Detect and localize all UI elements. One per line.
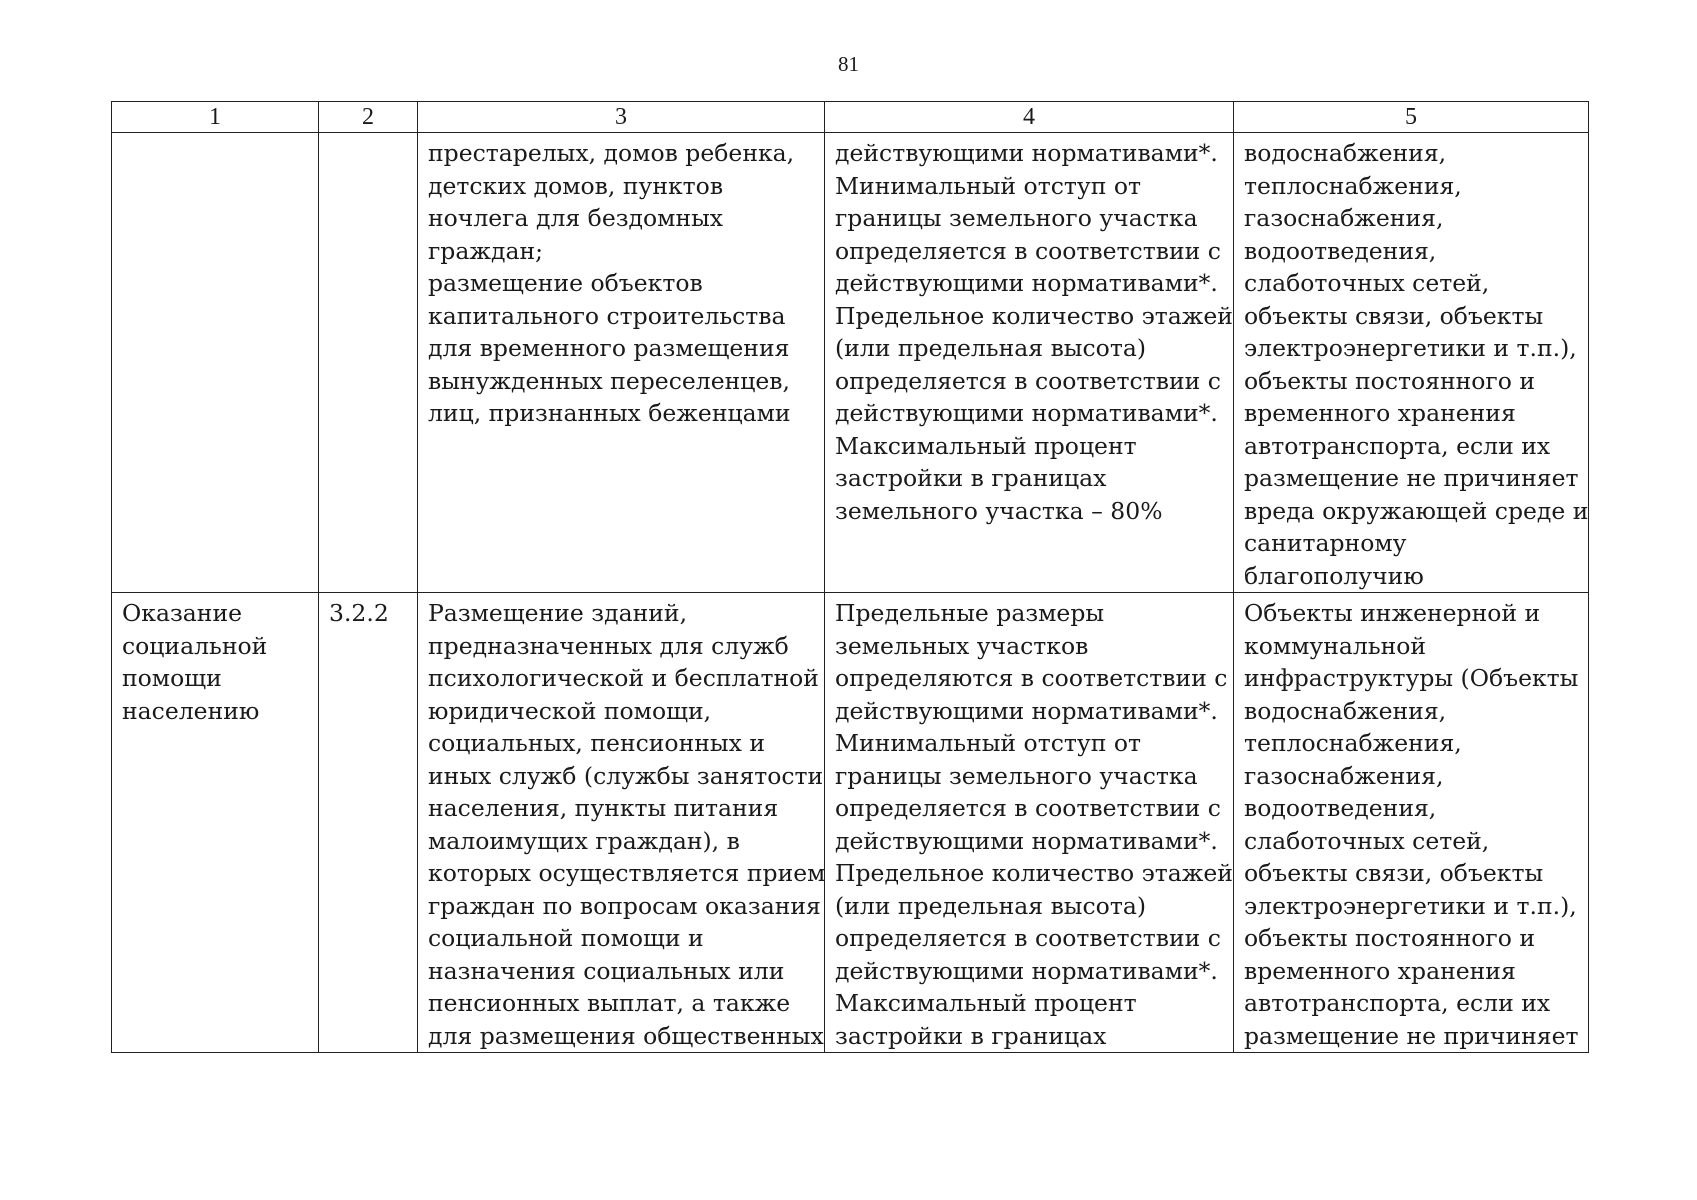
text-line: объекты связи, объекты bbox=[1244, 859, 1544, 887]
text-line: Объекты инженерной и bbox=[1244, 599, 1541, 627]
text-line: иных служб (службы занятости bbox=[428, 761, 824, 790]
text-line: водоснабжения, bbox=[1244, 139, 1447, 167]
header-row bbox=[112, 102, 1589, 133]
text-line: земельного участка – 80% bbox=[835, 496, 1163, 525]
cell-name bbox=[112, 133, 319, 593]
text-line: назначения социальных или bbox=[428, 956, 785, 985]
text-line: застройки в границах bbox=[835, 464, 1107, 492]
text-line: ночлега для бездомных bbox=[428, 204, 724, 232]
text-line: граждан по вопросам оказания bbox=[428, 891, 821, 920]
text-line: размещение объектов bbox=[428, 269, 703, 297]
text-line: действующими нормативами*. bbox=[835, 269, 1218, 297]
text-line: газоснабжения, bbox=[1244, 204, 1444, 232]
text-line: автотранспорта, если их bbox=[1244, 989, 1551, 1017]
text-line: водоотведения, bbox=[1244, 794, 1437, 822]
text-line: водоснабжения, bbox=[1244, 696, 1447, 725]
cell-auxiliary bbox=[1234, 133, 1589, 593]
cell-description bbox=[418, 133, 825, 593]
text-line: электроэнергетики и т.п.), bbox=[1244, 334, 1577, 362]
text-line: определяется в соответствии с bbox=[835, 794, 1221, 822]
text-line: определяется в соответствии с bbox=[835, 236, 1221, 265]
table-row bbox=[112, 593, 1589, 1053]
text-line: для размещения общественных bbox=[428, 1021, 824, 1050]
text-line: Оказание bbox=[122, 599, 243, 627]
text-line: юридической помощи, bbox=[428, 696, 712, 725]
header-col-2: 2 bbox=[319, 102, 418, 133]
header-col-5: 5 bbox=[1234, 102, 1589, 133]
text-line: Предельное количество этажей bbox=[835, 301, 1233, 330]
text-line: граждан; bbox=[428, 236, 544, 265]
text-line: вреда окружающей среде и bbox=[1244, 496, 1589, 525]
header-col-1: 1 bbox=[112, 102, 319, 133]
text-line: для временного размещения bbox=[428, 334, 790, 362]
text-line: населения, пункты питания bbox=[428, 794, 779, 822]
text-line: временного хранения bbox=[1244, 956, 1516, 985]
text-line: определяются в соответствии с bbox=[835, 664, 1228, 692]
text-line: размещение не причиняет bbox=[1244, 464, 1579, 492]
text-line: населению bbox=[122, 696, 260, 725]
text-line: электроэнергетики и т.п.), bbox=[1244, 891, 1577, 920]
text-line: детских домов, пунктов bbox=[428, 171, 724, 200]
text-line: определяется в соответствии с bbox=[835, 366, 1221, 395]
text-line: Предельные размеры bbox=[835, 599, 1105, 627]
text-line: застройки в границах bbox=[835, 1021, 1107, 1050]
header-col-3: 3 bbox=[418, 102, 825, 133]
text-line: слаботочных сетей, bbox=[1244, 826, 1490, 855]
text-line: психологической и бесплатной bbox=[428, 664, 819, 692]
cell-parameters bbox=[825, 593, 1234, 1053]
text-line: Максимальный процент bbox=[835, 989, 1137, 1017]
text-line: санитарному bbox=[1244, 529, 1407, 557]
text-line: которых осуществляется прием bbox=[428, 859, 826, 887]
text-line: инфраструктуры (Объекты bbox=[1244, 664, 1579, 692]
text-line: действующими нормативами*. bbox=[835, 826, 1218, 855]
text-line: размещение не причиняет bbox=[1244, 1021, 1579, 1050]
text-line: временного хранения bbox=[1244, 399, 1516, 427]
text-line: земельных участков bbox=[835, 631, 1089, 660]
text-line: слаботочных сетей, bbox=[1244, 269, 1490, 297]
cell-code bbox=[319, 133, 418, 593]
text-line: границы земельного участка bbox=[835, 761, 1198, 790]
cell-description bbox=[418, 593, 825, 1053]
text-line: границы земельного участка bbox=[835, 204, 1198, 232]
table-row bbox=[112, 133, 1589, 593]
text-line: Минимальный отступ от bbox=[835, 729, 1141, 757]
text-line: предназначенных для служб bbox=[428, 631, 789, 660]
text-line: коммунальной bbox=[1244, 631, 1427, 660]
text-line: действующими нормативами*. bbox=[835, 399, 1218, 427]
header-col-4: 4 bbox=[825, 102, 1234, 133]
text-line: газоснабжения, bbox=[1244, 761, 1444, 790]
text-line: определяется в соответствии с bbox=[835, 924, 1221, 952]
text-line: пенсионных выплат, а также bbox=[428, 989, 791, 1017]
cell-name bbox=[112, 593, 319, 1053]
cell-code: 3.2.2 bbox=[319, 593, 418, 1053]
text-line: объекты связи, объекты bbox=[1244, 301, 1544, 330]
page-number: 81 bbox=[838, 52, 859, 76]
text-line: малоимущих граждан), в bbox=[428, 826, 740, 855]
text-line: престарелых, домов ребенка, bbox=[428, 139, 795, 167]
regulations-table bbox=[111, 101, 1589, 1053]
text-line: действующими нормативами*. bbox=[835, 139, 1218, 167]
text-line: теплоснабжения, bbox=[1244, 729, 1462, 757]
text-line: объекты постоянного и bbox=[1244, 924, 1536, 952]
text-line: вынужденных переселенцев, bbox=[428, 366, 790, 395]
text-line: социальных, пенсионных и bbox=[428, 729, 765, 757]
text-line: Максимальный процент bbox=[835, 431, 1137, 460]
text-line: социальной bbox=[122, 631, 268, 660]
text-line: (или предельная высота) bbox=[835, 334, 1146, 362]
text-line: Минимальный отступ от bbox=[835, 171, 1141, 200]
text-line: теплоснабжения, bbox=[1244, 171, 1462, 200]
text-line: водоотведения, bbox=[1244, 236, 1437, 265]
text-line: автотранспорта, если их bbox=[1244, 431, 1551, 460]
text-line: социальной помощи и bbox=[428, 924, 704, 952]
text-line: благополучию bbox=[1244, 561, 1424, 590]
text-line: действующими нормативами*. bbox=[835, 696, 1218, 725]
text-line: Предельное количество этажей bbox=[835, 859, 1233, 887]
text-line: помощи bbox=[122, 664, 222, 692]
text-line: действующими нормативами*. bbox=[835, 956, 1218, 985]
text-line: Размещение зданий, bbox=[428, 599, 688, 627]
text-line: объекты постоянного и bbox=[1244, 366, 1536, 395]
text-line: (или предельная высота) bbox=[835, 891, 1146, 920]
text-line: капитального строительства bbox=[428, 301, 786, 330]
text-line: лиц, признанных беженцами bbox=[428, 399, 791, 427]
cell-auxiliary bbox=[1234, 593, 1589, 1053]
cell-parameters bbox=[825, 133, 1234, 593]
